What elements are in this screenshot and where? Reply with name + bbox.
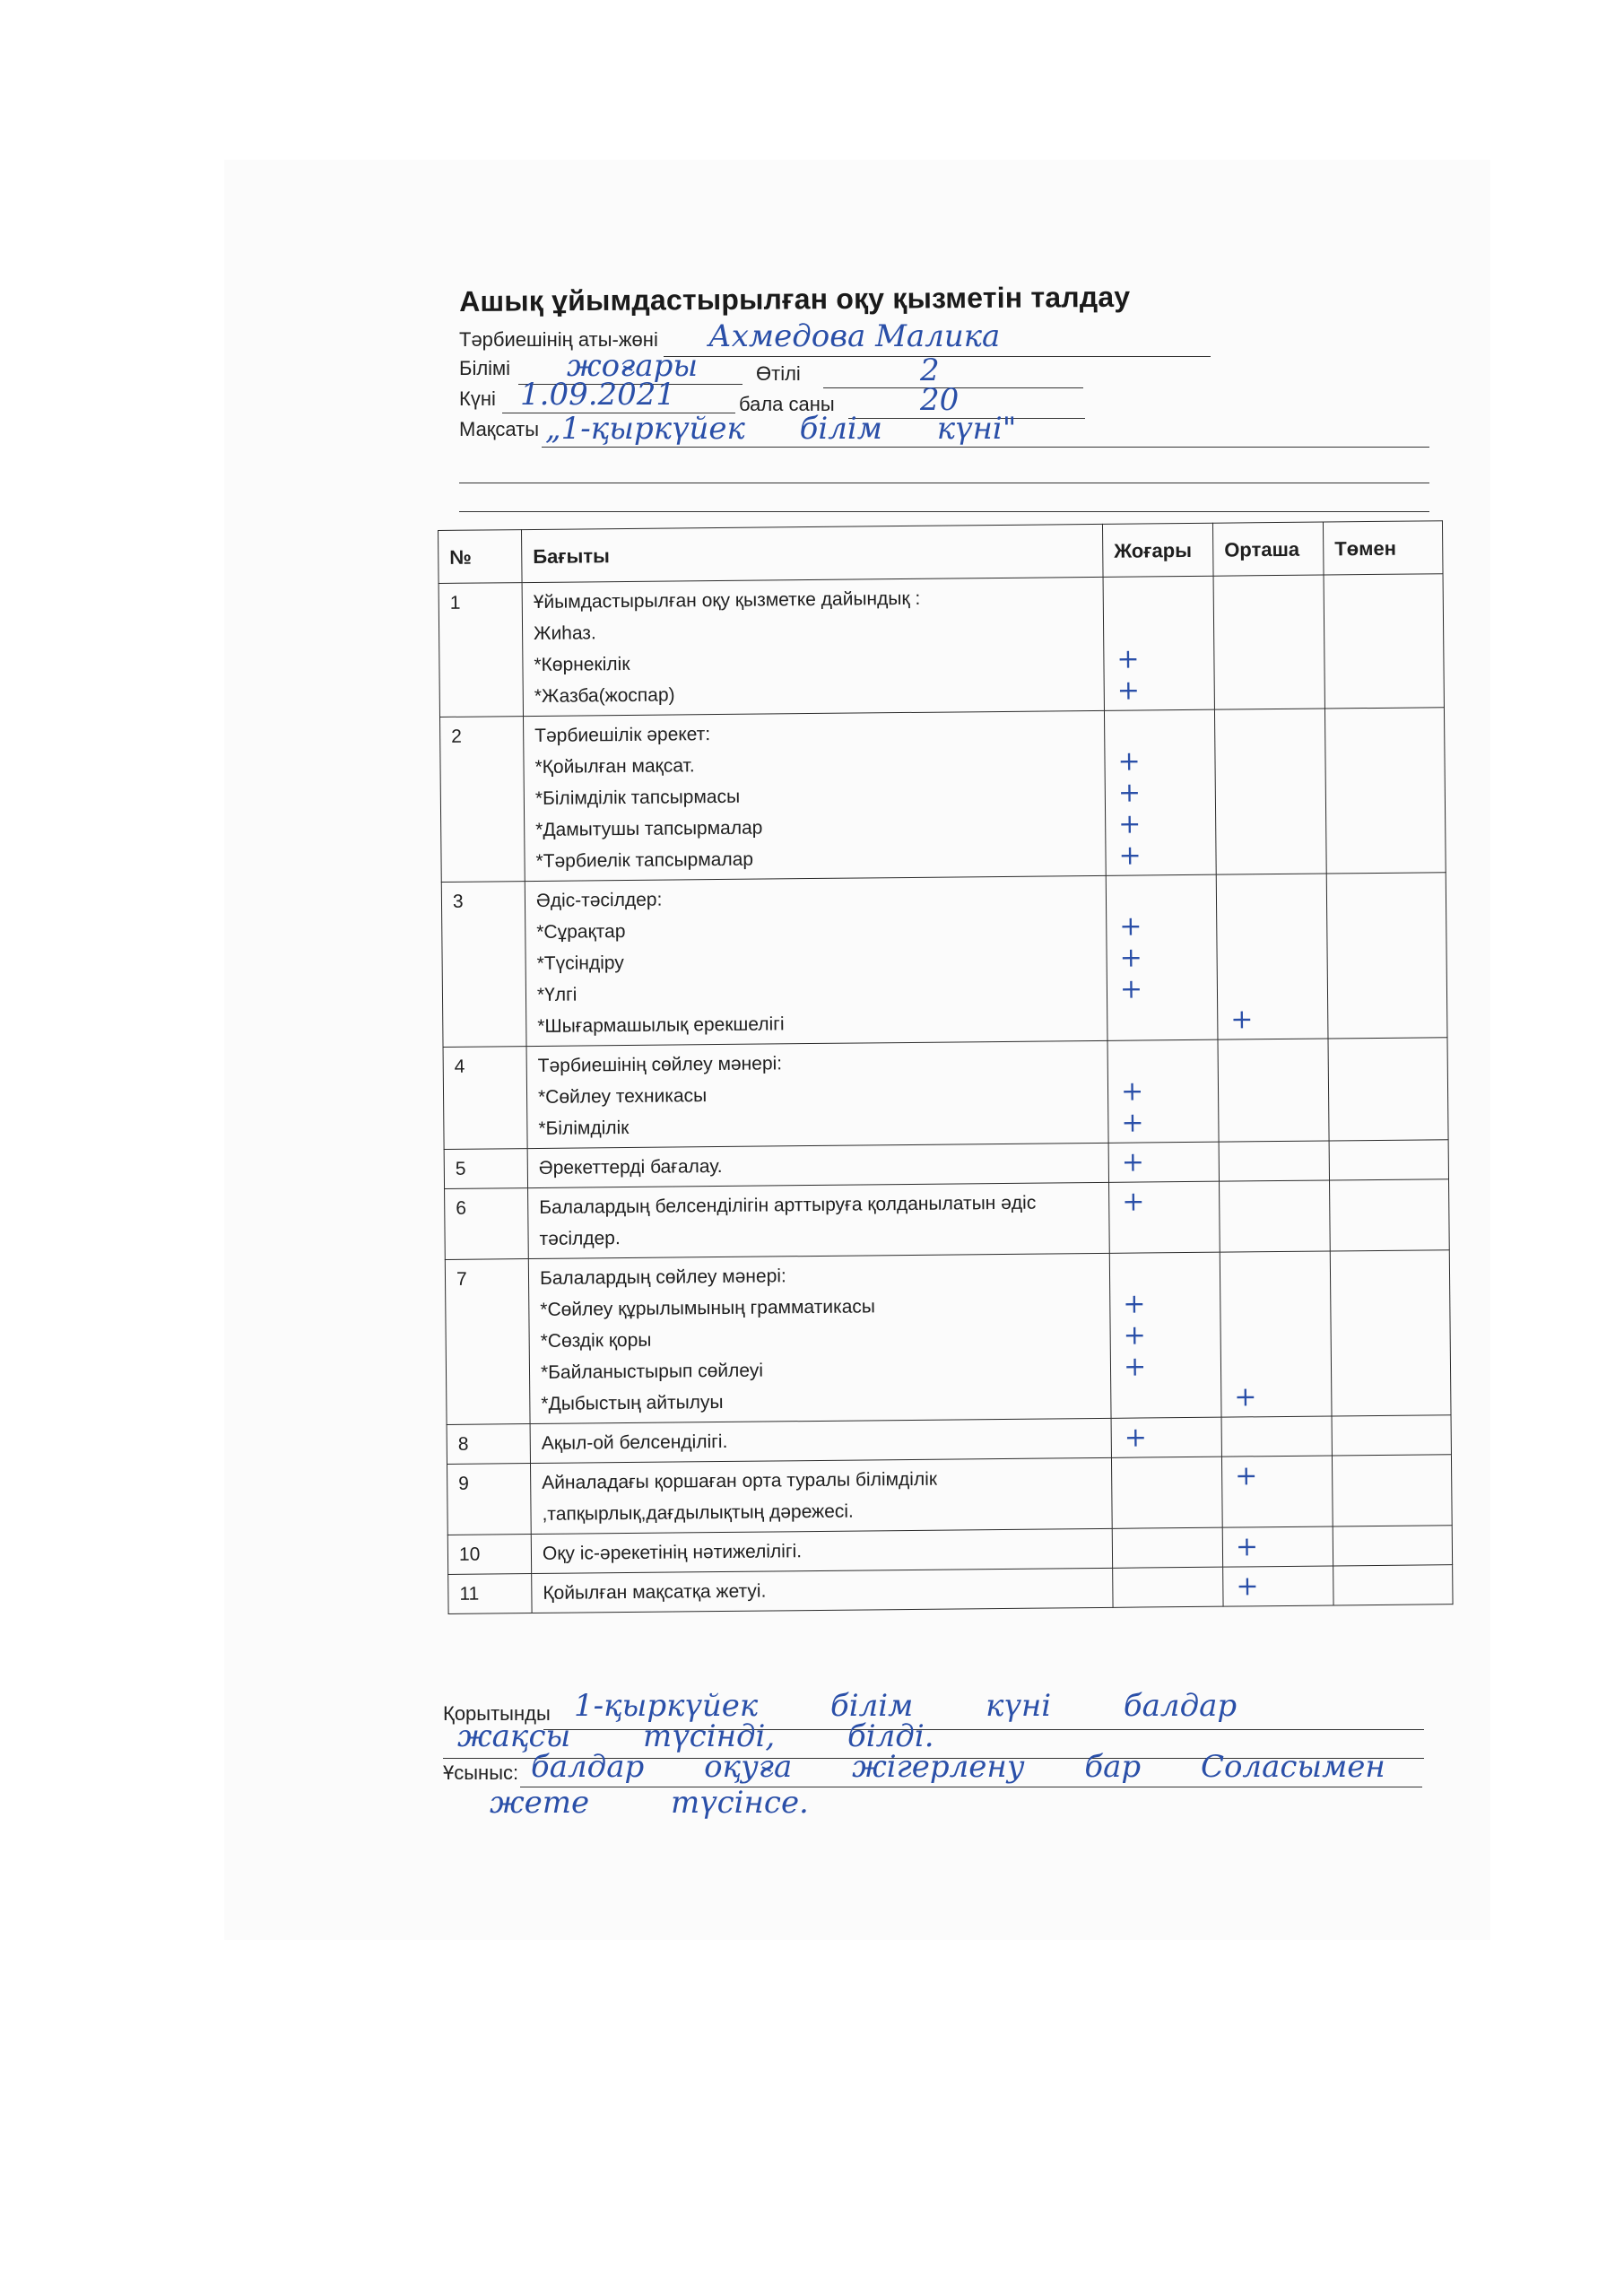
direction-line: Қойылған мақсатқа жетуі. <box>543 1580 767 1604</box>
high-mark <box>1119 1044 1209 1076</box>
medium-mark <box>1228 878 1317 910</box>
direction-line: *Сөйлеу құрылымының грамматикасы <box>540 1296 876 1320</box>
rating-cell-low <box>1332 1415 1451 1456</box>
rating-cell-high <box>1111 1417 1221 1457</box>
direction-line: *Көрнекілік <box>534 653 630 675</box>
rating-cell-high <box>1109 1252 1221 1418</box>
high-mark <box>1123 1492 1212 1525</box>
low-mark <box>1342 1254 1440 1286</box>
low-mark <box>1336 743 1435 775</box>
medium-mark <box>1231 1318 1321 1351</box>
row-number: 10 <box>447 1535 531 1575</box>
medium-mark: + <box>1235 1460 1258 1492</box>
row-direction <box>528 1253 1111 1423</box>
goal-blank-line-2 <box>459 511 1429 512</box>
high-mark <box>1122 1382 1211 1414</box>
date-value: 1.09.2021 <box>520 377 676 413</box>
high-mark <box>1120 1217 1210 1249</box>
high-mark <box>1121 1257 1211 1289</box>
row-number: 8 <box>447 1424 530 1465</box>
high-mark: + <box>1124 1422 1148 1454</box>
row-number: 11 <box>448 1574 532 1614</box>
direction-line: *Сұрақтар <box>536 921 626 943</box>
education-label: Білімі <box>459 357 511 379</box>
high-mark <box>1118 1004 1208 1037</box>
goal-underline <box>542 447 1429 448</box>
row-number: 1 <box>439 583 523 718</box>
table-header-row <box>439 521 1444 584</box>
low-mark <box>1343 1490 1442 1522</box>
table-row <box>445 1250 1451 1425</box>
table-row <box>441 873 1447 1048</box>
rating-cell-high <box>1108 1142 1219 1182</box>
rating-cell-mid <box>1221 1456 1333 1527</box>
row-direction <box>525 875 1107 1046</box>
row-direction <box>530 1457 1112 1534</box>
recommendation-line-1: балдар оқуға жігерлену бар Соласымен <box>531 1749 1385 1785</box>
row-direction <box>532 1568 1113 1613</box>
low-mark <box>1343 1458 1442 1491</box>
direction-line: *Түсіндіру <box>536 952 624 974</box>
high-mark: + <box>1120 1075 1144 1108</box>
row-number: 5 <box>444 1149 527 1189</box>
table-row <box>445 1179 1450 1260</box>
rating-cell-low <box>1324 708 1446 874</box>
low-mark <box>1336 711 1435 744</box>
low-mark <box>1342 1285 1440 1318</box>
direction-line: *Білімділік <box>538 1117 630 1139</box>
row-direction <box>530 1418 1111 1463</box>
high-mark: + <box>1118 808 1142 840</box>
medium-mark <box>1229 1043 1319 1075</box>
low-mark <box>1335 609 1434 641</box>
medium-mark <box>1225 579 1315 612</box>
low-mark <box>1335 578 1434 610</box>
high-mark: + <box>1117 777 1142 809</box>
direction-line: *Жазба(жоспар) <box>534 684 675 707</box>
medium-mark <box>1230 1216 1320 1248</box>
low-mark <box>1342 1348 1441 1380</box>
row-direction <box>527 1143 1108 1187</box>
row-direction <box>522 577 1104 716</box>
high-mark: + <box>1116 674 1141 707</box>
header-high: Жоғары <box>1102 523 1213 577</box>
direction-line: Тәрбиешінің сөйлеу мәнері: <box>537 1053 783 1076</box>
row-number: 6 <box>445 1188 529 1260</box>
rating-cell-high <box>1113 1567 1223 1607</box>
medium-mark <box>1227 776 1316 808</box>
rating-cell-mid <box>1219 1141 1329 1181</box>
rating-cell-mid <box>1220 1251 1332 1417</box>
rating-cell-mid <box>1218 1039 1329 1142</box>
low-mark <box>1341 1144 1439 1176</box>
direction-line: *Байланыстырып сөйлеуі <box>540 1360 764 1383</box>
conclusion-label: Қорытынды <box>443 1702 551 1725</box>
medium-mark: + <box>1235 1531 1259 1563</box>
medium-mark <box>1232 1350 1322 1382</box>
high-mark: + <box>1119 942 1142 974</box>
rating-cell-low <box>1333 1526 1452 1566</box>
low-mark <box>1337 774 1436 806</box>
medium-mark <box>1226 674 1316 706</box>
evaluation-table <box>438 520 1454 1614</box>
medium-mark <box>1225 642 1315 674</box>
direction-line: *Дыбыстың айтылуы <box>541 1391 724 1414</box>
direction-line: ,тапқырлық,дағдылықтың дәрежесі. <box>542 1500 854 1525</box>
low-mark <box>1341 1183 1439 1215</box>
low-mark <box>1342 1379 1441 1412</box>
table-row <box>439 574 1444 718</box>
goal-label: Мақсаты <box>459 418 540 440</box>
header-medium: Орташа <box>1212 522 1324 576</box>
rating-cell-high <box>1112 1527 1222 1568</box>
low-mark <box>1344 1569 1443 1601</box>
children-value: 20 <box>920 382 960 418</box>
low-mark <box>1340 1073 1438 1105</box>
direction-line: Жиһаз. <box>534 622 596 644</box>
header-direction: Бағыты <box>522 524 1104 582</box>
children-label: бала саны <box>739 393 835 415</box>
high-mark <box>1115 580 1204 613</box>
row-number: 9 <box>447 1464 531 1535</box>
direction-line: Әрекеттерді бағалау. <box>538 1155 723 1178</box>
direction-line: *Қойылған мақсат. <box>534 755 695 778</box>
direction-line: Балалардың белсенділігін арттыруға қолданылатын әдіс <box>539 1192 1037 1218</box>
rating-cell-mid <box>1221 1416 1332 1457</box>
direction-line: *Білімділік тапсырмасы <box>534 786 741 809</box>
high-mark: + <box>1121 1107 1144 1139</box>
low-mark <box>1340 1041 1438 1074</box>
row-number: 7 <box>445 1259 530 1425</box>
high-mark <box>1124 1532 1213 1564</box>
high-mark: + <box>1123 1351 1147 1383</box>
row-number: 3 <box>441 882 526 1048</box>
low-mark <box>1335 640 1434 673</box>
rating-cell-low <box>1333 1565 1453 1605</box>
direction-line: тәсілдер. <box>539 1228 621 1249</box>
education-value: жоғары <box>567 348 699 384</box>
header-number: № <box>439 530 523 584</box>
high-mark: + <box>1123 1288 1146 1320</box>
high-mark: + <box>1119 973 1143 1005</box>
medium-mark: + <box>1230 1004 1254 1036</box>
medium-mark <box>1233 1492 1323 1524</box>
high-mark: + <box>1118 839 1142 872</box>
rating-cell-mid <box>1214 709 1326 874</box>
rating-cell-mid <box>1216 874 1328 1039</box>
medium-mark: + <box>1236 1570 1259 1603</box>
medium-mark <box>1233 1421 1323 1453</box>
direction-line: Ұйымдастырылған оқу қызметке дайындық : <box>533 587 921 613</box>
low-mark <box>1341 1214 1439 1247</box>
direction-line: Ақыл-ой белсенділігі. <box>541 1431 728 1454</box>
high-mark <box>1124 1571 1213 1604</box>
medium-mark <box>1231 1287 1321 1319</box>
high-mark <box>1123 1461 1212 1493</box>
rating-cell-low <box>1328 1038 1448 1141</box>
high-mark: + <box>1117 745 1141 778</box>
high-mark: + <box>1123 1319 1146 1352</box>
direction-line: Әдіс-тәсілдер: <box>535 889 663 911</box>
table-row <box>447 1455 1452 1535</box>
row-direction <box>531 1528 1112 1573</box>
high-mark: + <box>1122 1186 1145 1218</box>
low-mark <box>1338 876 1437 909</box>
medium-mark <box>1230 1145 1320 1178</box>
low-mark <box>1337 837 1436 869</box>
header-low: Төмен <box>1323 521 1443 575</box>
direction-line: *Сөздік қоры <box>540 1329 652 1352</box>
low-mark <box>1339 970 1437 1003</box>
direction-line: *Тәрбиелік тапсырмалар <box>535 848 754 872</box>
medium-mark <box>1229 972 1318 1004</box>
low-mark <box>1337 805 1436 838</box>
rating-cell-low <box>1330 1250 1451 1416</box>
high-mark: + <box>1116 643 1140 675</box>
rating-cell-mid <box>1222 1526 1333 1567</box>
rating-cell-mid <box>1213 575 1324 709</box>
direction-line: *Шығармашылық ерекшелігі <box>537 1013 785 1037</box>
rating-cell-high <box>1106 874 1218 1040</box>
rating-cell-mid <box>1220 1180 1331 1252</box>
direction-line: *Дамытушы тапсырмалар <box>535 817 763 840</box>
conclusion-line-1: 1-қыркүйек білім күні балдар <box>574 1688 1238 1724</box>
high-mark <box>1117 879 1207 911</box>
medium-mark: + <box>1234 1381 1257 1413</box>
row-direction <box>526 1040 1108 1148</box>
row-number: 4 <box>443 1047 527 1150</box>
teacher-label: Тәрбиешінің аты-жөні <box>459 328 658 351</box>
low-mark <box>1338 939 1437 971</box>
recommendation-label: Ұсыныс: <box>443 1761 519 1784</box>
experience-label: Өтілі <box>756 362 801 385</box>
teacher-value: Ахмедова Малика <box>708 318 1001 354</box>
medium-mark <box>1227 839 1316 871</box>
rating-cell-low <box>1324 574 1444 709</box>
medium-mark <box>1228 909 1317 942</box>
row-number: 2 <box>440 717 525 883</box>
low-mark <box>1338 908 1437 940</box>
rating-cell-high <box>1104 709 1216 875</box>
direction-line: Балалардың сөйлеу мәнері: <box>539 1265 786 1289</box>
table-row <box>440 708 1446 883</box>
row-direction <box>523 710 1106 881</box>
rating-cell-low <box>1329 1140 1448 1180</box>
rating-cell-mid <box>1223 1566 1333 1606</box>
rating-cell-high <box>1111 1457 1222 1528</box>
medium-mark <box>1225 611 1315 643</box>
rating-cell-low <box>1332 1455 1452 1526</box>
rating-cell-low <box>1326 873 1447 1039</box>
rating-cell-high <box>1103 576 1214 710</box>
rating-cell-high <box>1109 1181 1220 1253</box>
row-direction <box>528 1182 1110 1258</box>
direction-line: *Сөйлеу техникасы <box>537 1085 708 1108</box>
medium-mark <box>1231 1256 1321 1288</box>
direction-line: Оқу іс-әрекетінің нәтижелілігі. <box>542 1541 803 1564</box>
medium-mark <box>1227 807 1316 839</box>
document-title: Ашық ұйымдастырылған оқу қызметін талдау <box>459 280 1131 317</box>
medium-mark <box>1230 1185 1320 1217</box>
conclusion-line-2: жақсы түсінді, білді. <box>457 1718 934 1754</box>
direction-line: Айналадағы қоршаған орта туралы білімділік <box>542 1468 938 1493</box>
direction-line: *Үлгі <box>536 984 578 1005</box>
table-row <box>443 1038 1448 1150</box>
low-mark <box>1344 1529 1443 1561</box>
rating-cell-high <box>1107 1039 1219 1143</box>
high-mark: + <box>1121 1146 1145 1178</box>
direction-line: Тәрбиешілік әрекет: <box>534 724 711 746</box>
low-mark <box>1340 1104 1438 1136</box>
experience-value: 2 <box>920 352 940 388</box>
date-label: Күні <box>459 387 496 410</box>
recommendation-line-2: жете түсінсе. <box>490 1785 809 1821</box>
medium-mark <box>1226 713 1316 745</box>
low-mark <box>1343 1419 1442 1451</box>
goal-value: „1-қыркүйек білім күні" <box>545 411 1017 447</box>
medium-mark <box>1226 744 1316 777</box>
medium-mark <box>1229 1074 1319 1107</box>
high-mark <box>1115 612 1204 644</box>
medium-mark <box>1228 941 1317 973</box>
low-mark <box>1342 1317 1440 1349</box>
medium-mark <box>1229 1106 1319 1138</box>
high-mark <box>1116 714 1205 746</box>
high-mark: + <box>1119 910 1142 943</box>
low-mark <box>1336 672 1435 704</box>
low-mark <box>1339 1002 1437 1034</box>
rating-cell-low <box>1330 1179 1450 1251</box>
